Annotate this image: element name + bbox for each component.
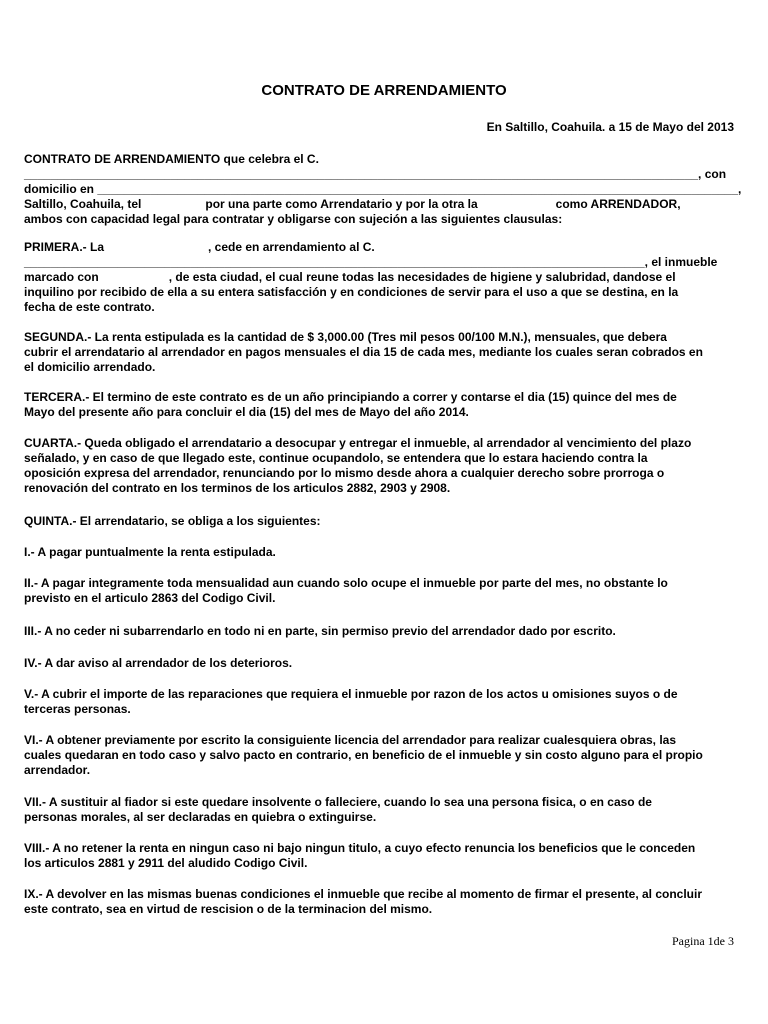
text-fragment: , cede en arrendamiento al C. bbox=[208, 240, 375, 254]
clause-segunda bbox=[24, 330, 740, 375]
text-line: el domicilio arrendado. bbox=[24, 360, 156, 374]
dateline: En Saltillo, Coahuila. a 15 de Mayo del 2013 bbox=[486, 120, 734, 134]
text-fragment: , de esta ciudad, el cual reune todas las necesidades de higiene y salubridad, dandose el bbox=[168, 270, 676, 284]
text-line: CUARTA.- Queda obligado el arrendatario a desocupar y entregar el inmueble, al arrendador al vencimiento del plazo bbox=[24, 436, 692, 450]
text-line: VII.- A sustituir al fiador si este quedare insolvente o falleciere, cuando lo sea una persona fisica, o en caso de bbox=[24, 795, 652, 809]
text-line: III.- A no ceder ni subarrendarlo en todo ni en parte, sin permiso previo del arrendador dado por escrito. bbox=[24, 624, 616, 638]
text-line: VI.- A obtener previamente por escrito la consiguiente licencia del arrendador para realizar cualesquiera obras, las bbox=[24, 733, 677, 747]
text-line: renovación del contrato en los terminos de los articulos 2882, 2903 y 2908. bbox=[24, 481, 451, 495]
item-vii bbox=[24, 795, 740, 825]
item-i bbox=[24, 545, 740, 560]
text-line: QUINTA.- El arrendatario, se obliga a los siguientes: bbox=[24, 514, 321, 528]
text-line: personas morales, al ser declaradas en quiebra o extinguirse. bbox=[24, 810, 377, 824]
text-fragment: por una parte como Arrendatario y por la otra la bbox=[205, 197, 478, 211]
text-line: SEGUNDA.- La renta estipulada es la cantidad de $ 3,000.00 (Tres mil pesos 00/100 M.N.), mensuales, que debera bbox=[24, 330, 667, 344]
text-line bbox=[24, 270, 740, 285]
item-iii bbox=[24, 624, 740, 639]
text-line: oposición expresa del arrendador, renunciando por lo mismo desde ahora a cualquier derecho sobre prorroga o bbox=[24, 466, 665, 480]
text-line: previsto en el articulo 2863 del Codigo Civil. bbox=[24, 591, 276, 605]
text-fragment: PRIMERA.- La bbox=[24, 240, 105, 254]
text-line: V.- A cubrir el importe de las reparaciones que requiera el inmueble por razon de los actos u omisiones suyos o de bbox=[24, 687, 678, 701]
text-line: este contrato, sea en virtud de rescision o de la terminacion del mismo. bbox=[24, 902, 433, 916]
text-line: señalado, y en caso de que llegado este, continue ocupandolo, se entendera que lo estara haciendo contra la bbox=[24, 451, 648, 465]
clause-tercera bbox=[24, 390, 740, 420]
text-line bbox=[24, 182, 740, 197]
text-line: IV.- A dar aviso al arrendador de los deterioros. bbox=[24, 656, 293, 670]
text-line: arrendador. bbox=[24, 763, 91, 777]
text-line: cuales quedaran en todo caso y salvo pacto en contrario, en beneficio de el inmueble y sin costo alguno para el propio bbox=[24, 748, 703, 762]
text-line: _____________________________________________________________________________________________, el inmueble bbox=[24, 255, 718, 269]
text-fragment: marcado con bbox=[24, 270, 99, 284]
text-line: I.- A pagar puntualmente la renta estipulada. bbox=[24, 545, 276, 559]
item-ix bbox=[24, 887, 740, 917]
text-line bbox=[24, 197, 740, 212]
item-v bbox=[24, 687, 740, 717]
page-number: Pagina 1de 3 bbox=[672, 934, 734, 948]
intro-paragraph bbox=[24, 152, 740, 227]
text-line: inquilino por recibido de ella a su entera satisfacción y en condiciones de servir para el uso a que se destina, en la bbox=[24, 285, 679, 299]
clause-cuarta bbox=[24, 436, 740, 496]
document-title: CONTRATO DE ARRENDAMIENTO bbox=[261, 82, 507, 99]
blank-line: ________________________________________________________________________________________________, bbox=[97, 182, 742, 196]
text-line: fecha de este contrato. bbox=[24, 300, 155, 314]
text-line: Mayo del presente año para concluir el dia (15) del mes de Mayo del año 2014. bbox=[24, 405, 469, 419]
item-viii bbox=[24, 841, 740, 871]
text-line: IX.- A devolver en las mismas buenas condiciones el inmueble que recibe al momento de firmar el presente, al concluir bbox=[24, 887, 702, 901]
text-line: ambos con capacidad legal para contratar y obligarse con sujeción a las siguientes clausulas: bbox=[24, 212, 563, 226]
item-iv bbox=[24, 656, 740, 671]
text-line: VIII.- A no retener la renta en ningun caso ni bajo ningun titulo, a cuyo efecto renuncia los beneficios que le conceden bbox=[24, 841, 696, 855]
clause-quinta bbox=[24, 514, 740, 529]
clause-primera bbox=[24, 240, 740, 315]
item-ii bbox=[24, 576, 740, 606]
text-line: los articulos 2881 y 2911 del aludido Codigo Civil. bbox=[24, 856, 308, 870]
text-line: CONTRATO DE ARRENDAMIENTO que celebra el C. bbox=[24, 152, 319, 166]
text-line: terceras personas. bbox=[24, 702, 131, 716]
text-fragment: como ARRENDADOR, bbox=[555, 197, 681, 211]
text-line: cubrir el arrendatario al arrendador en pagos mensuales el dia 15 de cada mes, mediante los cuales seran cobrados en bbox=[24, 345, 703, 359]
text-line bbox=[24, 240, 740, 255]
text-line: TERCERA.- El termino de este contrato es de un año principiando a correr y contarse el dia (15) quince del mes de bbox=[24, 390, 677, 404]
text-fragment: Saltillo, Coahuila, tel bbox=[24, 197, 142, 211]
item-vi bbox=[24, 733, 740, 778]
text-line: _____________________________________________________________________________________________________, con bbox=[24, 167, 727, 181]
text-fragment: domicilio en bbox=[24, 182, 98, 196]
text-line: II.- A pagar integramente toda mensualidad aun cuando solo ocupe el inmueble por parte del mes, no obstante lo bbox=[24, 576, 668, 590]
